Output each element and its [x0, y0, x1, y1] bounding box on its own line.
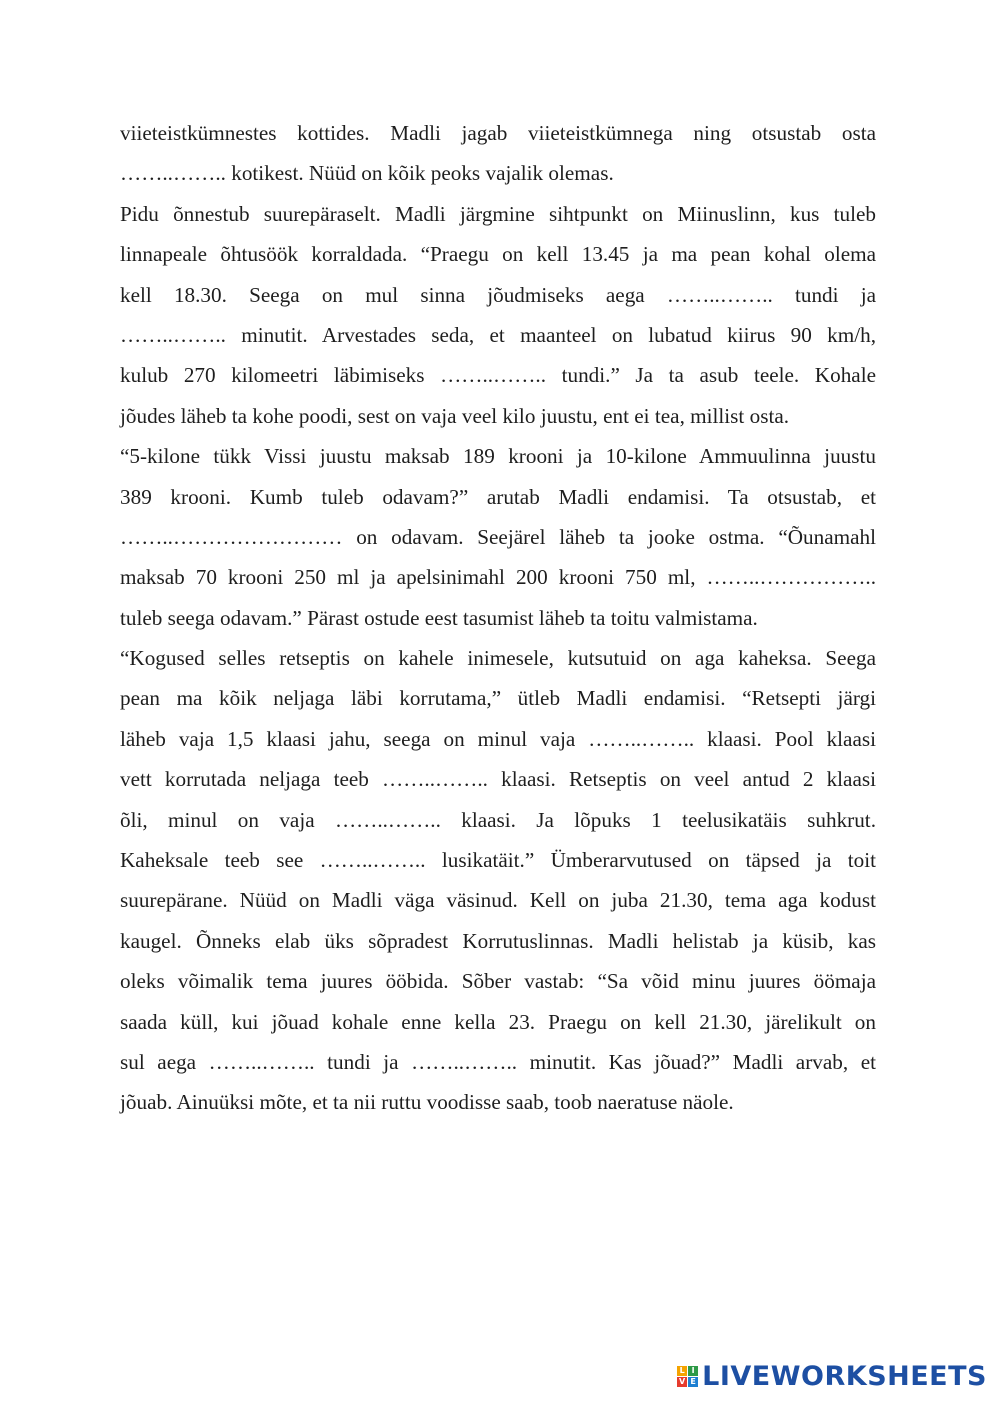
text-line: ……..…….. minutit. Arvestades seda, et maanteel on lubatud kiirus 90 km/h,: [120, 322, 876, 347]
text-line: oleks võimalik tema juures ööbida. Sõber vastab: “Sa võid minu juures öömaja: [120, 969, 876, 994]
text-line: kaugel. Õnneks elab üks sõpradest Korrutuslinnas. Madli helistab ja küsib, kas: [120, 928, 876, 953]
text-line: pean ma kõik neljaga läbi korrutama,” ütleb Madli endamisi. “Retsepti järgi: [120, 686, 876, 711]
text-line: õli, minul on vaja ……..…….. klaasi. Ja lõpuks 1 teelusikatäis suhkrut.: [120, 807, 876, 832]
text-line: maksab 70 krooni 250 ml ja apelsinimahl 200 krooni 750 ml, ……..……………..: [120, 565, 876, 590]
text-line: kell 18.30. Seega on mul sinna jõudmiseks aega ……..…….. tundi ja: [120, 282, 876, 307]
worksheet-text: [120, 113, 876, 1123]
text-line: ……..…………………… on odavam. Seejärel läheb ta jooke ostma. “Õunamahl: [120, 524, 876, 549]
text-line: Pidu õnnestub suurepäraselt. Madli järgmine sihtpunkt on Miinuslinn, kus tuleb: [120, 201, 876, 226]
text-line: 389 krooni. Kumb tuleb odavam?” arutab Madli endamisi. Ta otsustab, et: [120, 484, 876, 509]
logo-mark-tile: E: [688, 1377, 698, 1387]
text-line: viieteistkümnestes kottides. Madli jagab viieteistkümnega ning otsustab osta: [120, 121, 876, 145]
text-line: läheb vaja 1,5 klaasi jahu, seega on minul vaja ……..…….. klaasi. Pool klaasi: [120, 726, 876, 751]
text-line: kulub 270 kilomeetri läbimiseks ……..…….. tundi.” Ja ta asub teele. Kohale: [120, 363, 876, 388]
logo-mark-tile: L: [677, 1366, 687, 1376]
text-line: tuleb seega odavam.” Pärast ostude eest tasumist läheb ta toitu valmistama.: [120, 605, 758, 630]
logo-mark-icon: [677, 1366, 698, 1387]
text-line: saada küll, kui jõuad kohale enne kella 23. Praegu on kell 21.30, järelikult on: [120, 1009, 876, 1034]
text-line: jõudes läheb ta kohe poodi, sest on vaja veel kilo juustu, ent ei tea, millist osta.: [120, 403, 790, 428]
logo-text: LIVEWORKSHEETS: [702, 1360, 987, 1392]
text-line: “5-kilone tükk Vissi juustu maksab 189 krooni ja 10-kilone Ammuulinna juustu: [120, 444, 876, 469]
text-line: vett korrutada neljaga teeb ……..…….. klaasi. Retseptis on veel antud 2 klaasi: [120, 767, 876, 792]
text-line: suurepärane. Nüüd on Madli väga väsinud. Kell on juba 21.30, tema aga kodust: [120, 888, 876, 913]
text-line: jõuab. Ainuüksi mõte, et ta nii ruttu voodisse saab, toob naeratuse näole.: [120, 1090, 734, 1115]
text-line: “Kogused selles retseptis on kahele inimesele, kutsutuid on aga kaheksa. Seega: [120, 646, 876, 671]
text-line: Kaheksale teeb see ……..…….. lusikatäit.” Ümberarvutused on täpsed ja toit: [120, 848, 876, 873]
text-line: linnapeale õhtusöök korraldada. “Praegu on kell 13.45 ja ma pean kohal olema: [120, 242, 876, 267]
logo-mark-tile: V: [679, 1376, 686, 1386]
liveworksheets-logo: [677, 1360, 987, 1392]
text-line: sul aega ……..…….. tundi ja ……..…….. minutit. Kas jõuad?” Madli arvab, et: [120, 1049, 876, 1074]
text-line: ……..…….. kotikest. Nüüd on kõik peoks vajalik olemas.: [120, 161, 614, 186]
logo-mark-tile: I: [688, 1366, 698, 1376]
